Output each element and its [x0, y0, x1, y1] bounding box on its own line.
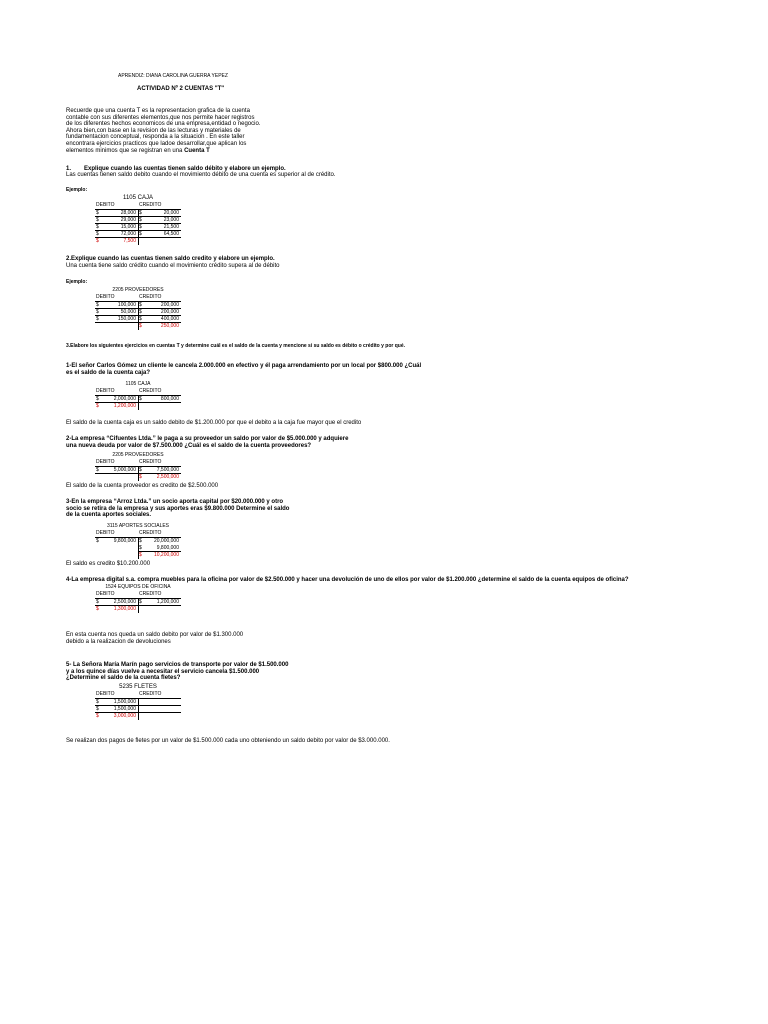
t-account-equipos [95, 584, 181, 613]
intro-line: fundamentacion conceptual, responda a la situacion . En este taller [66, 134, 245, 141]
t-account-title: 1105 CAJA [125, 381, 151, 387]
credit-value: 200,000 [160, 309, 179, 315]
t-account-balance-row: $ 3,000,000 [96, 713, 136, 719]
t-account-fletes [95, 684, 181, 720]
credit-header: CREDITO [139, 459, 162, 465]
ex5-heading: 5- La Señora María Marín pago servicios de transporte por valor de $1.500.000 y a los quince días vuelve a necesitar el servicio cancela $1.500.000 ¿Determine el saldo de la cuenta fletes? [66, 662, 289, 682]
t-account-caja-ex1 [95, 381, 181, 410]
balance-value: 7,500 [123, 238, 136, 244]
credit-header: CREDITO [139, 294, 162, 300]
intro-line: encontrara ejercicios practicos que ladoe desarrollar,que aplican los [66, 140, 247, 147]
t-account-title: 2205 PROVEEDORES [112, 287, 164, 293]
t-account-row: $ 9,800,000 [139, 545, 179, 551]
debit-value: 29,000 [120, 217, 136, 223]
credit-value: 200,000 [160, 302, 179, 308]
debit-header: DEBITO [96, 294, 115, 300]
ex4-answer: En esta cuenta nos queda un saldo debito por valor de $1.300.000 debido a la realizacion de devoluciones [66, 632, 244, 645]
credit-value: 21,500 [163, 224, 179, 230]
t-account-row: $ 150,000 $ 400,000 [96, 316, 179, 322]
balance-value: 250,000 [160, 323, 179, 329]
debit-header: DEBITO [96, 591, 115, 597]
debit-header: DEBITO [96, 459, 115, 465]
balance-value: 1,200,000 [113, 403, 136, 409]
debit-header: DEBITO [96, 530, 115, 536]
credit-value: 7,500,000 [156, 467, 179, 473]
t-account-row: $ 50,000 $ 200,000 [96, 309, 179, 315]
q2-heading: 2.Explique cuando las cuentas tienen saldo credito y elabore un ejemplo. [66, 256, 275, 262]
debit-value: 50,000 [120, 309, 136, 315]
ex2-answer: El saldo de la cuenta proveedor es credito de $2.500.000 [66, 483, 219, 489]
t-account-title: 2205 PROVEEDORES [112, 452, 164, 458]
credit-header: CREDITO [139, 530, 162, 536]
t-account-row: $ 5,000,000 $ 7,500,000 [96, 467, 179, 473]
credit-value: 20,000 [163, 210, 179, 216]
balance-value: 3,000,000 [113, 713, 136, 719]
credit-value: 23,000 [163, 217, 179, 223]
t-account-title: 1524 EQUIPOS DE OFICINA [105, 584, 171, 590]
t-account-balance-row: $ 10,200,000 [139, 552, 179, 558]
intro-line: contable con sus diferentes elementos,que nos permite hacer registros [66, 114, 255, 121]
t-account-row: $ 100,000 $ 200,000 [96, 302, 179, 308]
credit-header: CREDITO [139, 691, 162, 697]
t-account-row: $ 72,000 $ 64,500 [96, 231, 179, 237]
ex3-heading: 3-En la empresa “Arroz Ltda.” un socio aporta capital por $20.000.000 y otro socio se retira de la empresa y sus aportes eras $9.800.000 Determine el saldo de la cuenta aportes sociales. [66, 499, 290, 519]
t-account-balance-row: $ 1,200,000 [96, 403, 136, 409]
debit-header: DEBITO [96, 691, 115, 697]
t-account-row: $ 2,500,000 $ 1,200,000 [96, 599, 179, 605]
t-account-caja [95, 195, 181, 245]
t-account-balance-row: $ 250,000 [139, 323, 179, 329]
balance-value: 1,300,000 [113, 606, 136, 612]
credit-value: 64,500 [163, 231, 179, 237]
t-account-title: 5235 FLETES [119, 684, 157, 690]
credit-header: CREDITO [139, 591, 162, 597]
t-account-row: $ 2,000,000 $ 800,000 [96, 396, 179, 402]
debit-value: 5,000,000 [113, 467, 136, 473]
debit-header: DEBITO [96, 388, 115, 394]
ex2-heading: 2-La empresa “Cifuentes Ltda.” le paga a su proveedor un saldo por valor de $5.000.000 y adquiere una nueva deuda por valor de $7.500.000 ¿Cuál es el saldo de la cuenta proveedores? [66, 436, 349, 449]
t-account-aportes [95, 523, 181, 559]
ex1-heading: 1-El señor Carlos Gómez un cliente le cancela 2.000.000 en efectivo y él paga arrendamiento por un local por $800.000 ¿Cuál es el saldo de la cuenta caja? [66, 363, 422, 376]
t-account-row: $ 29,000 $ 23,000 [96, 217, 179, 223]
debit-value: 100,000 [117, 302, 136, 308]
ex3-answer: El saldo es credito $10.200.000 [66, 561, 151, 567]
credit-header: CREDITO [139, 202, 162, 208]
debit-value: 9,800,000 [113, 538, 136, 544]
q2-example-label: Ejemplo: [66, 279, 88, 285]
credit-value: 400,000 [160, 316, 179, 322]
t-account-row: $ 1,500,000 [95, 706, 181, 713]
debit-value: 72,000 [120, 231, 136, 237]
credit-value: 800,000 [160, 396, 179, 402]
q1-example-label: Ejemplo: [66, 187, 88, 193]
intro-line: Ahora bien,con base en la revision de las lecturas y materiales de [66, 127, 241, 134]
q1-answer: Las cuentas tienen saldo debito cuando el movimiento débito de una cuenta es superior al de crédito. [66, 172, 336, 178]
t-account-row: $ 1,500,000 [95, 699, 181, 706]
t-account-title: 1105 CAJA [123, 195, 153, 201]
balance-value: 2,500,000 [156, 474, 179, 480]
t-account-proveedores-ex2 [95, 452, 181, 481]
q2-answer: Una cuenta tiene saldo crédito cuando el movimiento crédito supera al de débito [66, 263, 280, 269]
intro-line: Recuerde que una cuenta T es la representacion grafica de la cuenta [66, 108, 250, 114]
t-account-title: 3115 APORTES SOCIALES [106, 523, 170, 529]
t-account-row: $ 28,000 $ 20,000 [96, 210, 179, 216]
debit-value: 150,000 [117, 316, 136, 322]
ex4-heading: 4-La empresa digital s.a. compra muebles para la oficina por valor de $2.500.000 y hacer una devolución de uno de ellos por valor de $1.200.000 ¿determine el saldo de la cuenta equipos de oficina? [66, 577, 629, 583]
t-account-row: $ 15,000 $ 21,500 [96, 224, 179, 230]
credit-value: 1,200,000 [156, 599, 179, 605]
debit-value: 2,000,000 [113, 396, 136, 402]
debit-value: 1,500,000 [113, 706, 136, 712]
ex5-answer: Se realizan dos pagos de fletes por un valor de $1.500.000 cada uno obteniendo un saldo debito por valor de $3.000.000. [66, 738, 390, 744]
t-account-balance-row: $ 2,500,000 [139, 474, 179, 480]
t-account-proveedores [95, 287, 181, 330]
q3-heading: 3.Elabore los siguientes ejercicios en cuentas T y determine cuál es el saldo de la cuenta y mencione si su saldo es débito o crédito y por qué. [66, 343, 406, 349]
intro-bold-term: Cuenta T [184, 147, 210, 154]
intro-line: de los diferentes hechos economicos de una empresa,entidad o negocio. [66, 121, 261, 128]
balance-value: 10,200,000 [153, 552, 179, 558]
intro-paragraph [66, 108, 260, 154]
debit-value: 2,500,000 [113, 599, 136, 605]
t-account-balance-row: $ 1,300,000 [96, 606, 136, 612]
t-account-balance-row: $ 7,500 [96, 238, 136, 244]
ex1-answer: El saldo de la cuenta caja es un saldo debito de $1.200.000 por que el debito a la caja fue mayor que el credito [66, 420, 362, 426]
document-title: ACTIVIDAD Nº 2 CUENTAS "T" [137, 86, 225, 92]
intro-line: elementos minimos que se registran en una Cuenta T [66, 147, 210, 154]
credit-value: 20,000,000 [153, 538, 179, 544]
t-account-row: $ 9,800,000 $ 20,000,000 [96, 538, 179, 544]
q1-number: 1. [66, 166, 72, 172]
debit-header: DEBITO [96, 202, 115, 208]
debit-value: 15,000 [120, 224, 136, 230]
credit-header: CREDITO [139, 388, 162, 394]
debit-value: 1,500,000 [113, 699, 136, 705]
credit-value: 9,800,000 [156, 545, 179, 551]
debit-value: 28,000 [120, 210, 136, 216]
author-line: APRENDIZ: DIANA CAROLINA GUERRA YEPEZ [118, 73, 228, 79]
q1-heading: Explique cuando las cuentas tienen saldo débito y elabore un ejemplo. [84, 166, 286, 172]
